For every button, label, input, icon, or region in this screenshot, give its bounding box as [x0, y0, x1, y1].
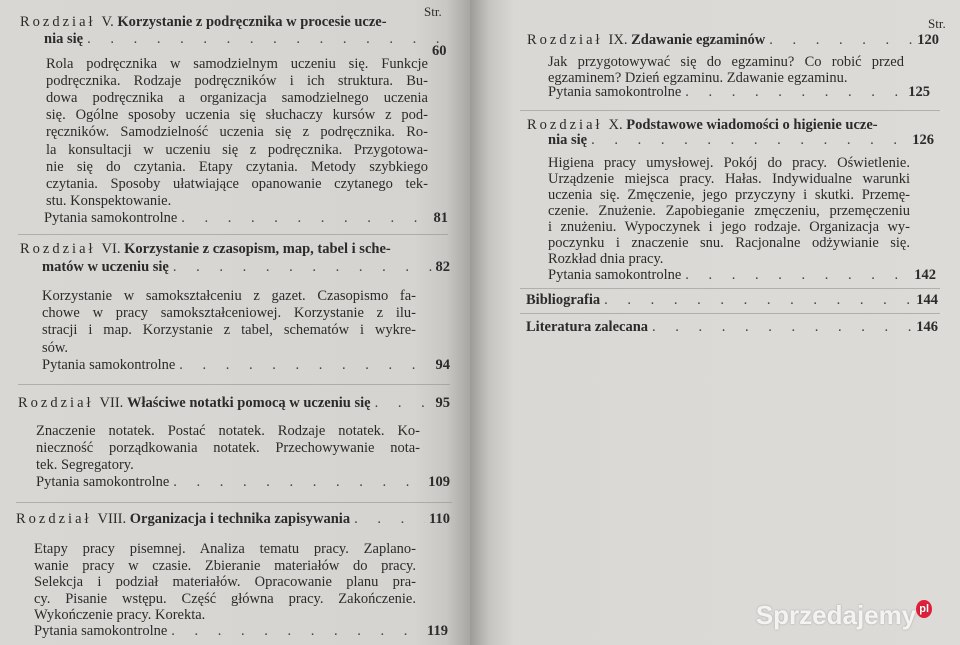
- chapter-title: Organizacja i technika zapisywania: [129, 511, 351, 527]
- chapter-label: Rozdział: [20, 241, 96, 257]
- watermark-text: Sprzedajemy: [755, 600, 917, 630]
- chapter-5-page: 60: [432, 43, 447, 59]
- questions-label: Pytania samokontrolne: [36, 474, 170, 490]
- questions-label: Pytania samokontrolne: [44, 210, 178, 226]
- summary-line: Selekcja i podział materiałów. Opracowanie planu pra-: [34, 574, 416, 591]
- questions-page: 94: [435, 357, 450, 373]
- chapter-8-questions: [34, 623, 448, 640]
- summary-line: poczynku i znaczenie snu. Racjonalne odżywianie się.: [548, 235, 910, 251]
- divider: [520, 313, 940, 314]
- summary-line: Etapy pracy pisemnej. Analiza tematu pracy. Zaplano-: [34, 541, 416, 557]
- chapter-page: 120: [917, 32, 939, 48]
- questions-page: 142: [914, 267, 936, 283]
- divider: [520, 288, 940, 289]
- chapter-6-heading-cont: [42, 259, 450, 276]
- summary-line: stu. Konspektowanie.: [46, 192, 172, 209]
- page-column-label: Str.: [424, 4, 442, 19]
- chapter-title: Podstawowe wiadomości o higienie ucze-: [626, 117, 878, 133]
- chapter-6-heading: [20, 241, 444, 258]
- chapter-title: matów w uczeniu się: [42, 259, 169, 275]
- summary-line: cy. Pisanie wstępu. Część główna pracy. Zakończenie.: [34, 590, 416, 607]
- chapter-6-questions: [42, 357, 450, 374]
- summary-line: la konsultacji w uczeniu się z podręcznika. Przygotowa-: [46, 141, 428, 158]
- chapter-10-heading-cont: [548, 132, 934, 149]
- chapter-number: IX.: [608, 32, 628, 48]
- summary-line: Urządzenie miejsca pracy. Hałas. Indywidualne warunki: [548, 171, 910, 187]
- summary-line: się. Ogólne sposoby uczenia się słuchaczy kursów z pod-: [46, 107, 428, 124]
- summary-line: stracji i map. Korzystanie z tabel, schematów i wykre-: [42, 322, 416, 339]
- chapter-label: Rozdział: [527, 32, 603, 48]
- chapter-label: Rozdział: [20, 14, 96, 30]
- chapter-5-heading: [20, 14, 448, 31]
- recommended-literature-entry: [526, 319, 938, 336]
- entry-label: Literatura zalecana: [526, 319, 649, 335]
- entry-page: 146: [916, 319, 938, 335]
- summary-line: czytania. Sposoby ułatwiające opanowanie czytanego tek-: [46, 175, 428, 192]
- chapter-9-questions: [548, 84, 930, 101]
- bibliography-entry: [526, 292, 938, 309]
- divider: [16, 502, 452, 503]
- chapter-label: Rozdział: [527, 117, 603, 133]
- chapter-title: Zdawanie egzaminów: [631, 32, 766, 48]
- summary-line: tek. Segregatory.: [36, 457, 134, 474]
- chapter-5-questions: [44, 210, 448, 227]
- chapter-5-heading-cont: [44, 31, 448, 48]
- page-column-label: Str.: [928, 16, 946, 31]
- entry-label: Bibliografia: [526, 292, 601, 308]
- questions-label: Pytania samokontrolne: [548, 267, 682, 283]
- chapter-number: VII.: [99, 395, 124, 411]
- chapter-7-questions: [36, 474, 450, 491]
- entry-page: 144: [916, 292, 938, 308]
- summary-line: chowe w pracy samokształceniowej. Korzystanie z ilu-: [42, 305, 416, 322]
- left-page: [0, 0, 470, 645]
- summary-line: ręczników. Samodzielność uczenia się z podręcznika. Ro-: [46, 124, 428, 141]
- chapter-label: Rozdział: [16, 511, 92, 527]
- summary-line: Znaczenie notatek. Postać notatek. Rodzaje notatek. Ko-: [36, 423, 420, 439]
- chapter-title: nia się: [548, 132, 588, 148]
- summary-line: Rola podręcznika w samodzielnym uczeniu się. Funkcje: [46, 56, 428, 72]
- summary-line: sów.: [42, 339, 69, 356]
- summary-line: dowa podręcznika a organizacja samodzielnego uczenia: [46, 90, 428, 107]
- questions-page: 81: [433, 210, 448, 226]
- summary-line: nieczność porządkowania notatek. Przechowywanie nota-: [36, 440, 420, 457]
- summary-line: podręcznika. Rodzaje podręczników i ich struktura. Bu-: [46, 73, 428, 90]
- questions-label: Pytania samokontrolne: [42, 357, 176, 373]
- chapter-number: VI.: [101, 241, 121, 257]
- divider: [520, 110, 940, 111]
- chapter-number: V.: [101, 14, 114, 30]
- watermark-badge: pl: [916, 600, 932, 618]
- chapter-title: Korzystanie z czasopism, map, tabel i sche-: [124, 241, 391, 257]
- chapter-title: Korzystanie z podręcznika w procesie ucze-: [117, 14, 387, 30]
- chapter-title: nia się: [44, 31, 84, 47]
- chapter-9-heading: [527, 32, 939, 49]
- chapter-page: 95: [435, 395, 450, 411]
- right-page: [470, 0, 960, 645]
- summary-line: egzaminem? Dzień egzaminu. Zdawanie egzaminu.: [548, 70, 848, 86]
- summary-line: czenie. Znużenie. Zapobieganie zmęczeniu, przemęczeniu: [548, 203, 910, 219]
- chapter-8-heading: [16, 511, 450, 528]
- chapter-page: 82: [435, 259, 450, 275]
- summary-line: Korzystanie w samokształceniu z gazet. Czasopismo fa-: [42, 288, 416, 304]
- summary-line: Rozkład dnia pracy.: [548, 251, 664, 267]
- chapter-page: 126: [912, 132, 934, 148]
- watermark-logo: [756, 600, 932, 631]
- questions-page: 109: [428, 474, 450, 490]
- questions-label: Pytania samokontrolne: [34, 623, 168, 639]
- chapter-7-heading: [18, 395, 450, 412]
- questions-page: 125: [908, 84, 930, 100]
- divider: [18, 384, 450, 385]
- summary-line: wanie pracy w czasie. Zbieranie materiałów do pracy.: [34, 557, 416, 574]
- summary-line: Wykończenie pracy. Korekta.: [34, 607, 206, 624]
- summary-line: uczenia się. Zmęczenie, jego przyczyny i skutki. Przemę-: [548, 187, 910, 203]
- chapter-title: Właściwe notatki pomocą w uczeniu się: [126, 395, 371, 411]
- chapter-number: X.: [608, 117, 623, 133]
- summary-line: nie się do czytania. Etapy czytania. Metody szybkiego: [46, 158, 428, 175]
- summary-line: i znużeniu. Wypoczynek i jego rodzaje. Organizacja wy-: [548, 219, 910, 235]
- questions-page: 119: [427, 623, 448, 639]
- questions-label: Pytania samokontrolne: [548, 84, 682, 100]
- summary-line: Jak przygotowywać się do egzaminu? Co robić przed: [548, 54, 904, 70]
- chapter-number: VIII.: [97, 511, 127, 527]
- chapter-10-questions: [548, 267, 936, 284]
- divider: [18, 234, 448, 235]
- chapter-page: 110: [429, 511, 450, 527]
- chapter-label: Rozdział: [18, 395, 94, 411]
- summary-line: Higiena pracy umysłowej. Pokój do pracy. Oświetlenie.: [548, 155, 910, 171]
